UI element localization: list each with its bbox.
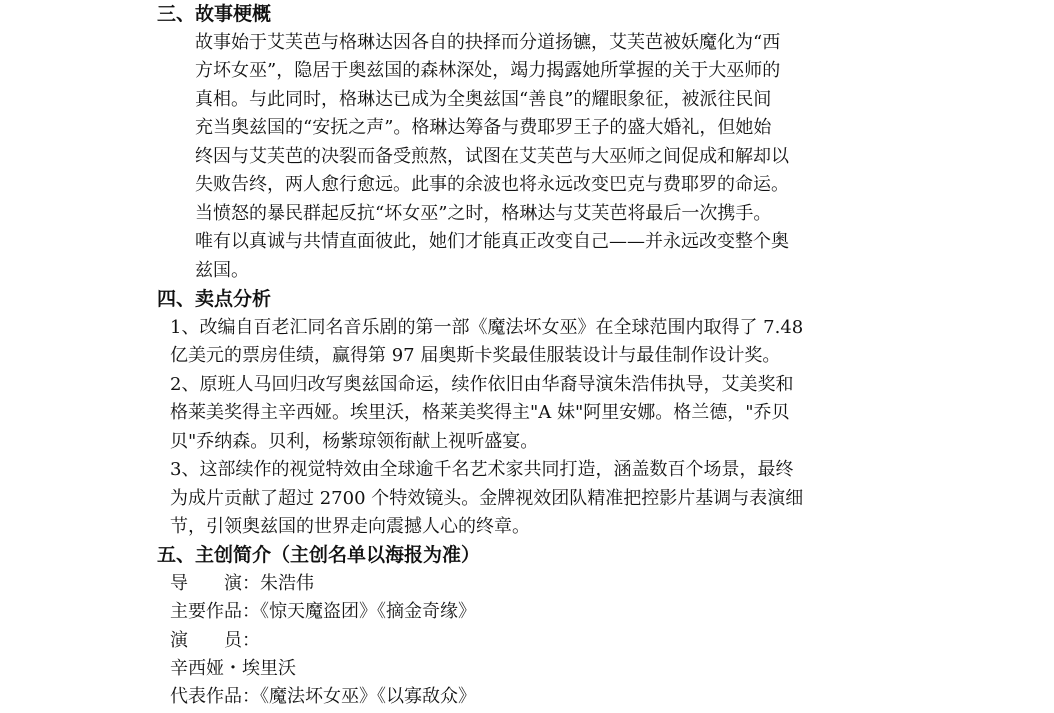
creator-line: 导 演：朱浩伟 (170, 573, 314, 594)
section-heading-story: 三、故事梗概 (157, 3, 272, 25)
creator-line: 主要作品：《惊天魔盗团》《摘金奇缘》 (170, 601, 476, 622)
story-line: 当愤怒的暴民群起反抗“坏女巫”之时，格琳达与艾芙芭将最后一次携手。 (195, 203, 772, 224)
section-heading-creators: 五、主创简介（主创名单以海报为准） (157, 544, 481, 566)
section-heading-selling-points: 四、卖点分析 (157, 288, 272, 310)
selling-point-line: 节，引领奥兹国的世界走向震撼人心的终章。 (170, 516, 530, 537)
story-line: 失败告终，两人愈行愈远。此事的余波也将永远改变巴克与费耶罗的命运。 (195, 174, 789, 195)
selling-point-line: 贝"乔纳森。贝利，杨紫琼领衔献上视听盛宴。 (170, 431, 539, 452)
story-line: 唯有以真诚与共情直面彼此，她们才能真正改变自己——并永远改变整个奥 (195, 231, 789, 252)
creator-line: 演 员： (170, 630, 260, 651)
story-line: 故事始于艾芙芭与格琳达因各自的抉择而分道扬镳，艾芙芭被妖魔化为“西 (195, 32, 781, 53)
selling-point-line: 为成片贡献了超过 2700 个特效镜头。金牌视效团队精准把控影片基调与表演细 (170, 488, 804, 509)
story-line: 真相。与此同时，格琳达已成为全奥兹国“善良”的耀眼象征，被派往民间 (195, 89, 772, 110)
creator-line: 代表作品：《魔法坏女巫》《以寡敌众》 (170, 686, 476, 707)
selling-point-line: 格莱美奖得主辛西娅。埃里沃，格莱美奖得主"A 妹"阿里安娜。格兰德，"乔贝 (170, 402, 790, 423)
story-line: 兹国。 (195, 260, 249, 281)
story-line: 方坏女巫”，隐居于奥兹国的森林深处，竭力揭露她所掌握的关于大巫师的 (195, 60, 781, 81)
selling-point-line: 2、原班人马回归改写奥兹国命运，续作依旧由华裔导演朱浩伟执导，艾美奖和 (170, 374, 794, 395)
story-line: 终因与艾芙芭的决裂而备受煎熬，试图在艾芙芭与大巫师之间促成和解却以 (195, 146, 789, 167)
creator-line: 辛西娅・埃里沃 (170, 658, 296, 679)
story-line: 充当奥兹国的“安抚之声”。格琳达筹备与费耶罗王子的盛大婚礼，但她始 (195, 117, 772, 138)
selling-point-line: 亿美元的票房佳绩，赢得第 97 届奥斯卡奖最佳服装设计与最佳制作设计奖。 (170, 345, 781, 366)
selling-point-line: 1、改编自百老汇同名音乐剧的第一部《魔法坏女巫》在全球范围内取得了 7.48 (170, 317, 804, 338)
selling-point-line: 3、这部续作的视觉特效由全球逾千名艺术家共同打造，涵盖数百个场景，最终 (170, 459, 794, 480)
